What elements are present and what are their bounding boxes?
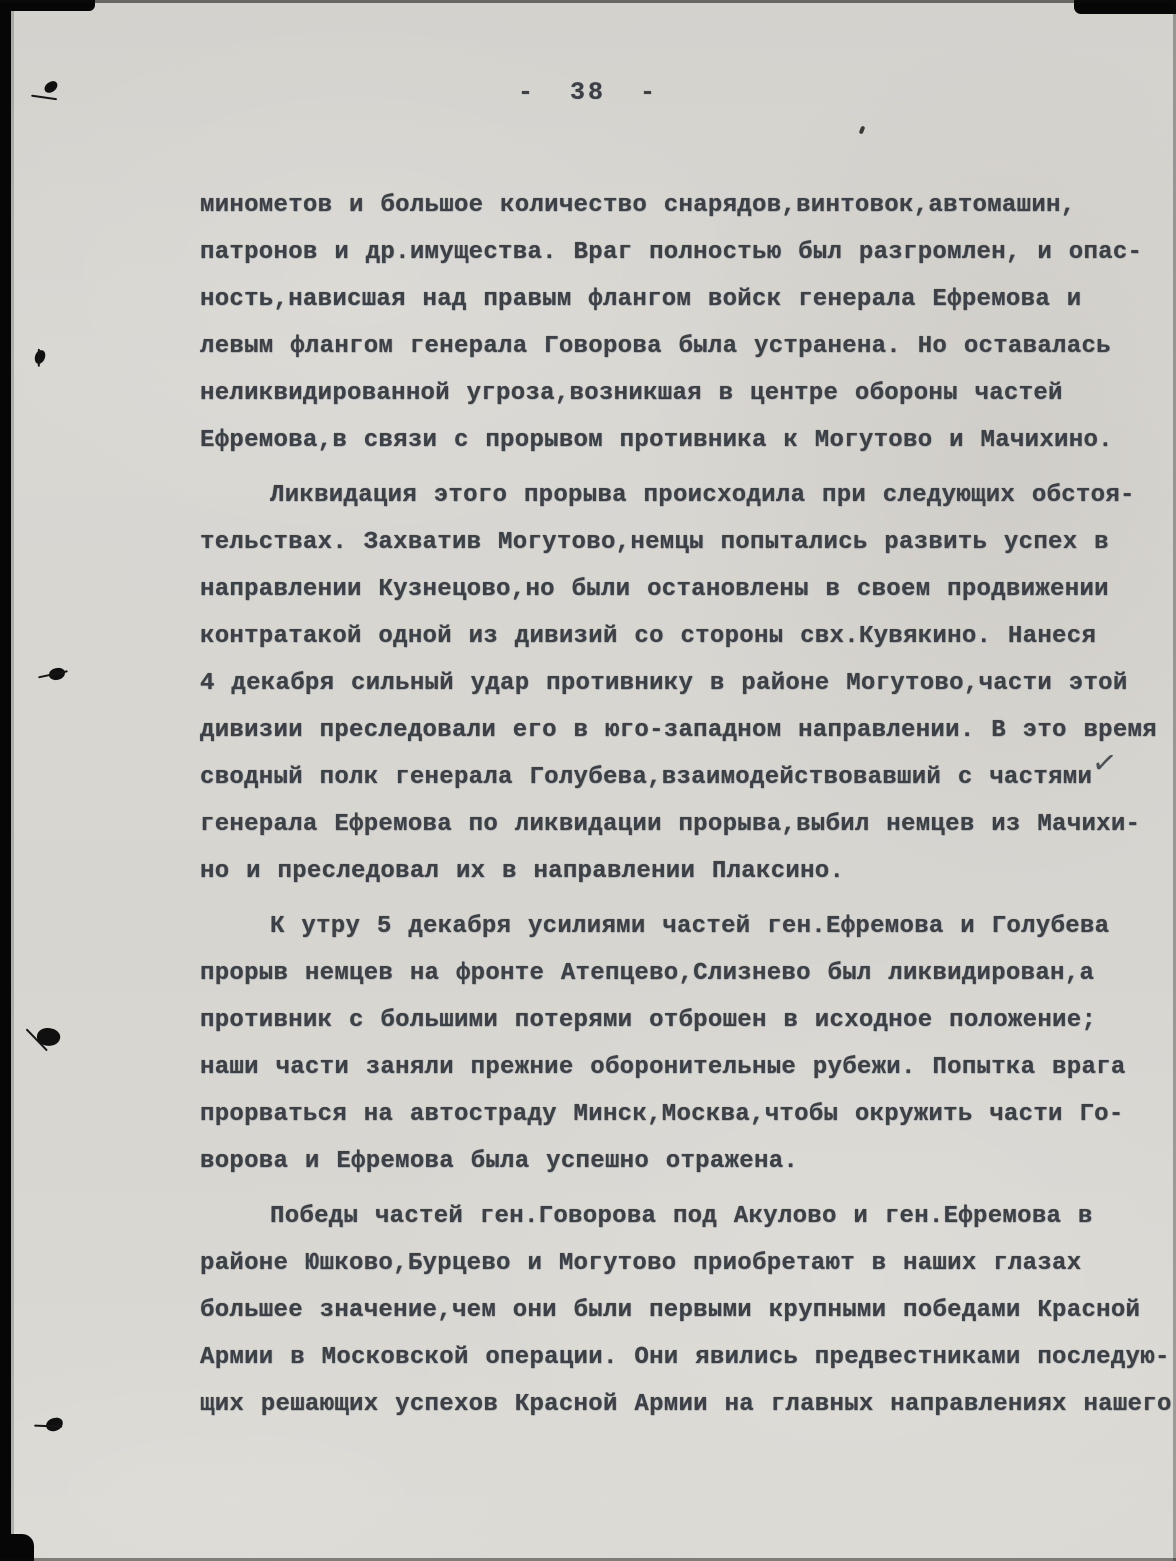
ink-blot: [49, 667, 66, 680]
text-line: щих решающих успехов Красной Армии на главных направлениях нашего: [200, 1391, 1172, 1418]
text-line: тельствах. Захватив Могутово,немцы попытались развить успех в: [200, 529, 1109, 556]
text-line: прорыв немцев на фронте Атепцево,Слизнево был ликвидирован,а: [200, 960, 1095, 987]
text-line: противник с большими потерями отброшен в исходное положение;: [200, 1007, 1097, 1034]
text-line: контратакой одной из дивизий со стороны свх.Кувякино. Нанеся: [200, 623, 1097, 650]
text-line: районе Юшково,Бурцево и Могутово приобретают в наших глазах: [200, 1250, 1082, 1277]
ink-blot: [45, 1417, 64, 1433]
document-body: [200, 182, 1172, 1428]
text-line: сводный полк генерала Голубева,взаимодействовавший с частями: [200, 764, 1093, 791]
ink-speck: [859, 126, 866, 135]
text-line: патронов и др.имущества. Враг полностью был разгромлен, и опас-: [200, 239, 1143, 266]
text-line: К утру 5 декабря усилиями частей ген.Ефремова и Голубева: [270, 913, 1110, 940]
paragraph: [200, 903, 1138, 1185]
text-line: но и преследовал их в направлении Плаксино.: [200, 858, 845, 885]
text-line: ворова и Ефремова была успешно отражена.: [200, 1148, 799, 1175]
ink-blot: [34, 349, 47, 365]
text-line: дивизии преследовали его в юго-западном направлении. В это время: [200, 717, 1157, 744]
paragraph: [200, 1193, 1172, 1428]
ink-blot: [35, 1025, 62, 1049]
scan-corner-bottom-left: [0, 1534, 34, 1561]
page-number: - 38 -: [517, 78, 658, 107]
scan-edge-top: [0, 0, 1176, 3]
text-line: неликвидированной угроза,возникшая в центре обороны частей: [200, 380, 1063, 407]
text-line: минометов и большое количество снарядов,винтовок,автомашин,: [200, 192, 1076, 219]
text-line: Ефремова,в связи с прорывом противника к Могутово и Мачихино.: [200, 427, 1113, 454]
margin-check-mark: ✓: [1089, 744, 1120, 783]
text-line: 4 декабря сильный удар противнику в районе Могутово,части этой: [200, 670, 1128, 697]
paragraph: [200, 182, 1143, 464]
scan-edge-left: [0, 0, 11, 1561]
text-line: генерала Ефремова по ликвидации прорыва,выбил немцев из Мачихи-: [200, 811, 1141, 838]
text-line: ность,нависшая над правым флангом войск генерала Ефремова и: [200, 286, 1082, 313]
text-line: Победы частей ген.Говорова под Акулово и ген.Ефремова в: [270, 1203, 1093, 1230]
paragraph: [200, 472, 1157, 895]
text-line: наши части заняли прежние оборонительные рубежи. Попытка врага: [200, 1054, 1126, 1081]
text-line: направлении Кузнецово,но были остановлены в своем продвижении: [200, 576, 1109, 603]
text-line: левым флангом генерала Говорова была устранена. Но оставалась: [200, 333, 1111, 360]
text-line: прорваться на автостраду Минск,Москва,чтобы окружить части Го-: [200, 1101, 1124, 1128]
text-line: Ликвидация этого прорыва происходила при следующих обстоя-: [270, 482, 1135, 509]
text-line: Армии в Московской операции. Они явились предвестниками последую-: [200, 1344, 1170, 1371]
text-line: большее значение,чем они были первыми крупными победами Красной: [200, 1297, 1141, 1324]
